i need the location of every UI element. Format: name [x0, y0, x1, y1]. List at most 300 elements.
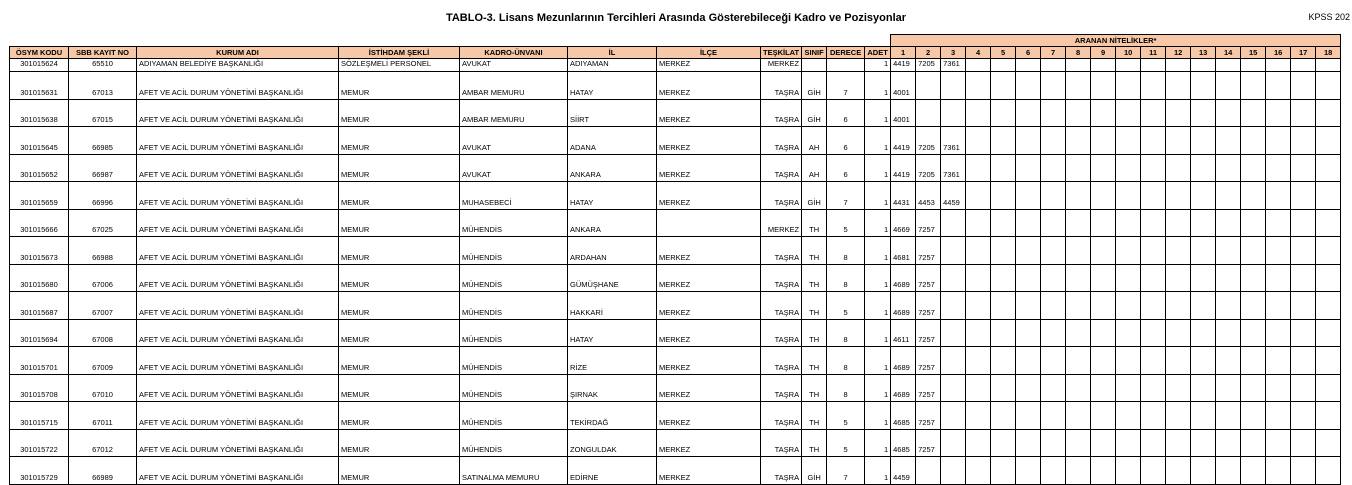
cell-qualification: [1291, 457, 1316, 485]
cell-istihdam: MEMUR: [339, 209, 460, 237]
cell-kadro: AVUKAT: [460, 154, 568, 182]
cell-kadro: MÜHENDİS: [460, 292, 568, 320]
cell-qualification: [1266, 237, 1291, 265]
cell-adet: 1: [865, 457, 891, 485]
table-row: [10, 374, 1341, 402]
cell-osym: 301015652: [10, 154, 69, 182]
cell-qualification: [1216, 402, 1241, 430]
cell-qualification: [1316, 127, 1341, 155]
cell-qualification: [1266, 127, 1291, 155]
cell-sinif: TH: [802, 209, 827, 237]
cell-qualification: [1316, 374, 1341, 402]
cell-qualification: [1066, 72, 1091, 100]
cell-qualification: [1091, 209, 1116, 237]
cell-qualification: [1316, 182, 1341, 210]
cell-qualification: 7257: [916, 347, 941, 375]
cell-qualification: [1091, 292, 1116, 320]
cell-kurum: AFET VE ACİL DURUM YÖNETİMİ BAŞKANLIĞI: [137, 99, 339, 127]
cell-qualification: [1216, 374, 1241, 402]
table-row: [10, 59, 1341, 72]
cell-derece: 7: [827, 182, 865, 210]
cell-qualification: [1016, 402, 1041, 430]
cell-osym: 301015701: [10, 347, 69, 375]
cell-qualification: [991, 374, 1016, 402]
column-header: DERECE: [827, 47, 865, 59]
cell-adet: 1: [865, 429, 891, 457]
cell-qualification: [1216, 182, 1241, 210]
cell-qualification: [1091, 429, 1116, 457]
cell-qualification: [941, 374, 966, 402]
cell-qualification: [1266, 374, 1291, 402]
cell-ilce: MERKEZ: [657, 127, 761, 155]
cell-qualification: [1041, 292, 1066, 320]
column-header: İL: [568, 47, 657, 59]
cell-qualification: [1241, 374, 1266, 402]
cell-qualification: [1191, 374, 1216, 402]
cell-qualification: 7361: [941, 154, 966, 182]
cell-qualification: [1066, 429, 1091, 457]
cell-teskilat: TAŞRA: [761, 347, 802, 375]
cell-il: GÜMÜŞHANE: [568, 264, 657, 292]
cell-qualification: [1216, 347, 1241, 375]
cell-kurum: AFET VE ACİL DURUM YÖNETİMİ BAŞKANLIĞI: [137, 457, 339, 485]
cell-qualification: [1041, 319, 1066, 347]
cell-sbb: 67006: [69, 264, 137, 292]
cell-qualification: [1241, 99, 1266, 127]
cell-qualification: [941, 209, 966, 237]
cell-qualification: [1016, 264, 1041, 292]
qual-column-header: 15: [1241, 47, 1266, 59]
cell-qualification: [1141, 429, 1166, 457]
cell-kadro: MÜHENDİS: [460, 264, 568, 292]
cell-qualification: [1266, 429, 1291, 457]
cell-qualification: 4685: [891, 429, 916, 457]
cell-derece: 6: [827, 99, 865, 127]
cell-qualification: [1166, 429, 1191, 457]
cell-qualification: [1141, 264, 1166, 292]
cell-teskilat: MERKEZ: [761, 209, 802, 237]
cell-qualification: [1116, 264, 1141, 292]
cell-qualification: [1191, 99, 1216, 127]
cell-qualification: [941, 402, 966, 430]
cell-qualification: [1091, 127, 1116, 155]
cell-qualification: [1216, 209, 1241, 237]
cell-osym: 301015673: [10, 237, 69, 265]
table-row: [10, 402, 1341, 430]
cell-qualification: [1091, 319, 1116, 347]
cell-qualification: [1291, 347, 1316, 375]
cell-teskilat: TAŞRA: [761, 402, 802, 430]
cell-adet: 1: [865, 264, 891, 292]
cell-qualification: [1116, 457, 1141, 485]
cell-kadro: MÜHENDİS: [460, 374, 568, 402]
cell-sinif: TH: [802, 347, 827, 375]
cell-qualification: 4459: [941, 182, 966, 210]
cell-kurum: AFET VE ACİL DURUM YÖNETİMİ BAŞKANLIĞI: [137, 319, 339, 347]
cell-qualification: [1241, 402, 1266, 430]
cell-kadro: AVUKAT: [460, 127, 568, 155]
cell-qualification: 4689: [891, 264, 916, 292]
cell-il: ANKARA: [568, 154, 657, 182]
cell-qualification: [1316, 99, 1341, 127]
cell-qualification: [1266, 457, 1291, 485]
cell-qualification: 7257: [916, 402, 941, 430]
cell-qualification: [1241, 319, 1266, 347]
cell-qualification: [1016, 457, 1041, 485]
cell-ilce: MERKEZ: [657, 59, 761, 72]
table-row: [10, 292, 1341, 320]
cell-kadro: MUHASEBECİ: [460, 182, 568, 210]
cell-sbb: 67012: [69, 429, 137, 457]
column-header: SBB KAYIT NO: [69, 47, 137, 59]
cell-ilce: MERKEZ: [657, 154, 761, 182]
cell-kurum: AFET VE ACİL DURUM YÖNETİMİ BAŞKANLIĞI: [137, 182, 339, 210]
cell-qualification: [1091, 154, 1116, 182]
cell-qualification: [1316, 72, 1341, 100]
cell-qualification: [1091, 59, 1116, 72]
cell-qualification: [966, 429, 991, 457]
cell-osym: 301015715: [10, 402, 69, 430]
cell-kadro: MÜHENDİS: [460, 347, 568, 375]
table-row: [10, 127, 1341, 155]
cell-il: HATAY: [568, 72, 657, 100]
table-row: [10, 429, 1341, 457]
cell-istihdam: MEMUR: [339, 237, 460, 265]
cell-qualification: [1166, 72, 1191, 100]
cell-qualification: [1141, 457, 1166, 485]
cell-derece: 7: [827, 72, 865, 100]
cell-qualification: [1166, 264, 1191, 292]
cell-qualification: [1141, 127, 1166, 155]
cell-qualification: [1191, 154, 1216, 182]
cell-qualification: [941, 99, 966, 127]
cell-adet: 1: [865, 347, 891, 375]
cell-qualification: [991, 127, 1016, 155]
cell-ilce: MERKEZ: [657, 347, 761, 375]
cell-qualification: [1091, 237, 1116, 265]
cell-adet: 1: [865, 374, 891, 402]
cell-qualification: [1216, 127, 1241, 155]
cell-sinif: GİH: [802, 99, 827, 127]
cell-kurum: AFET VE ACİL DURUM YÖNETİMİ BAŞKANLIĞI: [137, 72, 339, 100]
cell-istihdam: MEMUR: [339, 374, 460, 402]
cell-qualification: [1216, 154, 1241, 182]
cell-qualification: [1291, 319, 1316, 347]
cell-teskilat: TAŞRA: [761, 292, 802, 320]
cell-sinif: TH: [802, 429, 827, 457]
cell-ilce: MERKEZ: [657, 402, 761, 430]
cell-qualification: [1266, 347, 1291, 375]
cell-qualification: 7361: [941, 127, 966, 155]
qual-column-header: 16: [1266, 47, 1291, 59]
cell-qualification: [1291, 99, 1316, 127]
cell-qualification: [916, 457, 941, 485]
cell-sinif: [802, 59, 827, 72]
page-title: TABLO-3. Lisans Mezunlarının Tercihleri Arasında Gösterebileceği Kadro ve Pozisyonlar: [445, 12, 907, 24]
cell-kurum: AFET VE ACİL DURUM YÖNETİMİ BAŞKANLIĞI: [137, 127, 339, 155]
cell-sbb: 66989: [69, 457, 137, 485]
cell-qualification: [1066, 402, 1091, 430]
qual-column-header: 4: [966, 47, 991, 59]
cell-qualification: [1241, 237, 1266, 265]
table-row: [10, 237, 1341, 265]
cell-qualification: [1291, 292, 1316, 320]
cell-qualification: [1316, 402, 1341, 430]
cell-qualification: [1041, 127, 1066, 155]
cell-qualification: [1116, 154, 1141, 182]
cell-adet: 1: [865, 127, 891, 155]
cell-adet: 1: [865, 402, 891, 430]
qual-column-header: 14: [1216, 47, 1241, 59]
cell-qualification: [1141, 402, 1166, 430]
cell-adet: 1: [865, 59, 891, 72]
cell-qualification: [1016, 319, 1041, 347]
cell-teskilat: TAŞRA: [761, 264, 802, 292]
cell-qualification: [966, 264, 991, 292]
cell-il: ANKARA: [568, 209, 657, 237]
cell-qualification: 7205: [916, 127, 941, 155]
cell-kurum: AFET VE ACİL DURUM YÖNETİMİ BAŞKANLIĞI: [137, 154, 339, 182]
cell-ilce: [657, 209, 761, 237]
cell-qualification: [991, 402, 1016, 430]
cell-derece: 8: [827, 264, 865, 292]
cell-adet: 1: [865, 99, 891, 127]
cell-qualification: [1141, 59, 1166, 72]
cell-sbb: 65510: [69, 59, 137, 72]
cell-qualification: [941, 319, 966, 347]
cell-qualification: [941, 457, 966, 485]
cell-qualification: [1266, 99, 1291, 127]
cell-qualification: [1066, 182, 1091, 210]
cell-qualification: [1041, 457, 1066, 485]
cell-qualification: [966, 154, 991, 182]
cell-derece: 8: [827, 237, 865, 265]
cell-qualification: [1091, 457, 1116, 485]
cell-qualification: [1216, 59, 1241, 72]
column-header: ADET: [865, 47, 891, 59]
column-header: KURUM ADI: [137, 47, 339, 59]
cell-qualification: [1191, 72, 1216, 100]
cell-qualification: [1166, 319, 1191, 347]
cell-kadro: AMBAR MEMURU: [460, 99, 568, 127]
cell-qualification: [1116, 59, 1141, 72]
qual-column-header: 11: [1141, 47, 1166, 59]
qual-column-header: 17: [1291, 47, 1316, 59]
cell-qualification: [1166, 347, 1191, 375]
cell-qualification: [1241, 429, 1266, 457]
cell-qualification: [966, 182, 991, 210]
cell-qualification: [1266, 72, 1291, 100]
cell-adet: 1: [865, 319, 891, 347]
cell-qualification: [991, 347, 1016, 375]
cell-kadro: MÜHENDİS: [460, 429, 568, 457]
cell-istihdam: MEMUR: [339, 429, 460, 457]
cell-sbb: 66996: [69, 182, 137, 210]
cell-qualification: [1116, 347, 1141, 375]
cell-qualification: [991, 59, 1016, 72]
cell-kadro: SATINALMA MEMURU: [460, 457, 568, 485]
cell-qualification: [1191, 347, 1216, 375]
cell-kurum: AFET VE ACİL DURUM YÖNETİMİ BAŞKANLIĞI: [137, 264, 339, 292]
cell-qualification: [1316, 209, 1341, 237]
cell-istihdam: SÖZLEŞMELİ PERSONEL: [339, 59, 460, 72]
cell-kadro: AMBAR MEMURU: [460, 72, 568, 100]
qual-column-header: 1: [891, 47, 916, 59]
cell-kadro: MÜHENDİS: [460, 237, 568, 265]
cell-qualification: [1166, 127, 1191, 155]
cell-qualification: [991, 264, 1016, 292]
cell-sbb: 67010: [69, 374, 137, 402]
cell-qualification: [1216, 319, 1241, 347]
qual-column-header: 18: [1316, 47, 1341, 59]
cell-qualification: [1016, 209, 1041, 237]
cell-il: SİİRT: [568, 99, 657, 127]
cell-adet: 1: [865, 292, 891, 320]
cell-qualification: [1041, 429, 1066, 457]
cell-qualification: [1241, 347, 1266, 375]
cell-qualification: 4453: [916, 182, 941, 210]
cell-qualification: [1316, 154, 1341, 182]
cell-derece: [827, 59, 865, 72]
cell-qualification: [1066, 374, 1091, 402]
cell-qualification: [1216, 429, 1241, 457]
cell-sbb: 67008: [69, 319, 137, 347]
cell-osym: 301015729: [10, 457, 69, 485]
cell-qualification: [1066, 457, 1091, 485]
cell-qualification: [966, 99, 991, 127]
cell-qualification: [1291, 429, 1316, 457]
group-header: ARANAN NİTELİKLER*: [891, 35, 1341, 47]
cell-qualification: [1266, 59, 1291, 72]
cell-qualification: [1316, 292, 1341, 320]
cell-qualification: [1191, 319, 1216, 347]
cell-qualification: [1291, 127, 1316, 155]
cell-qualification: [1291, 237, 1316, 265]
table-row: [10, 72, 1341, 100]
cell-qualification: [991, 237, 1016, 265]
cell-qualification: [1191, 59, 1216, 72]
cell-qualification: 4689: [891, 374, 916, 402]
cell-derece: 5: [827, 429, 865, 457]
column-header: İLÇE: [657, 47, 761, 59]
cell-qualification: [1141, 319, 1166, 347]
table-row: [10, 319, 1341, 347]
column-header: KADRO-ÜNVANI: [460, 47, 568, 59]
cell-qualification: [1216, 237, 1241, 265]
cell-qualification: [991, 99, 1016, 127]
qual-column-header: 10: [1116, 47, 1141, 59]
cell-derece: 7: [827, 457, 865, 485]
cell-teskilat: TAŞRA: [761, 154, 802, 182]
cell-qualification: [966, 402, 991, 430]
cell-qualification: [1066, 319, 1091, 347]
cell-qualification: [1241, 59, 1266, 72]
cell-qualification: [1241, 264, 1266, 292]
cell-kurum: AFET VE ACİL DURUM YÖNETİMİ BAŞKANLIĞI: [137, 292, 339, 320]
cell-osym: 301015659: [10, 182, 69, 210]
cell-qualification: [1166, 237, 1191, 265]
cell-qualification: [1191, 237, 1216, 265]
qual-column-header: 9: [1091, 47, 1116, 59]
cell-qualification: [1091, 264, 1116, 292]
cell-qualification: [1191, 209, 1216, 237]
cell-qualification: [1266, 154, 1291, 182]
cell-qualification: [1141, 237, 1166, 265]
cell-sinif: GİH: [802, 457, 827, 485]
cell-qualification: [1166, 182, 1191, 210]
cell-qualification: [1016, 374, 1041, 402]
cell-kadro: MÜHENDİS: [460, 209, 568, 237]
cell-qualification: [1066, 154, 1091, 182]
cell-istihdam: MEMUR: [339, 182, 460, 210]
cell-qualification: [1291, 264, 1316, 292]
cell-qualification: [1091, 182, 1116, 210]
cell-qualification: [1016, 292, 1041, 320]
cell-qualification: [1141, 154, 1166, 182]
cell-sinif: GİH: [802, 72, 827, 100]
qual-column-header: 8: [1066, 47, 1091, 59]
cell-qualification: [941, 429, 966, 457]
cell-kadro: MÜHENDİS: [460, 402, 568, 430]
cell-qualification: [1116, 99, 1141, 127]
cell-derece: 5: [827, 209, 865, 237]
cell-qualification: 4001: [891, 99, 916, 127]
cell-ilce: MERKEZ: [657, 429, 761, 457]
cell-qualification: [1091, 347, 1116, 375]
cell-qualification: 4419: [891, 59, 916, 72]
cell-qualification: [1116, 72, 1141, 100]
cell-qualification: [1216, 72, 1241, 100]
cell-teskilat: MERKEZ: [761, 59, 802, 72]
cell-qualification: [1116, 182, 1141, 210]
cell-qualification: [1066, 264, 1091, 292]
cell-qualification: 7257: [916, 292, 941, 320]
cell-adet: 1: [865, 237, 891, 265]
cell-istihdam: MEMUR: [339, 72, 460, 100]
cell-il: HATAY: [568, 319, 657, 347]
cell-qualification: 7257: [916, 429, 941, 457]
cell-qualification: [966, 209, 991, 237]
cell-qualification: [991, 72, 1016, 100]
cell-qualification: [1291, 209, 1316, 237]
cell-qualification: [1316, 347, 1341, 375]
cell-qualification: 4689: [891, 292, 916, 320]
cell-il: RİZE: [568, 347, 657, 375]
cell-adet: 1: [865, 182, 891, 210]
cell-osym: 301015708: [10, 374, 69, 402]
cell-qualification: [1216, 99, 1241, 127]
cell-qualification: [1116, 209, 1141, 237]
cell-osym: 301015680: [10, 264, 69, 292]
cell-qualification: [941, 292, 966, 320]
cell-qualification: 4689: [891, 347, 916, 375]
cell-qualification: 4685: [891, 402, 916, 430]
cell-osym: 301015722: [10, 429, 69, 457]
cell-qualification: [1041, 182, 1066, 210]
cell-qualification: [1166, 99, 1191, 127]
cell-il: TEKİRDAĞ: [568, 402, 657, 430]
cell-sbb: 67007: [69, 292, 137, 320]
cell-qualification: [1066, 209, 1091, 237]
cell-qualification: [1166, 374, 1191, 402]
cell-il: ŞIRNAK: [568, 374, 657, 402]
cell-qualification: [1191, 127, 1216, 155]
cell-sinif: TH: [802, 292, 827, 320]
cell-derece: 8: [827, 347, 865, 375]
cell-sinif: AH: [802, 154, 827, 182]
cell-qualification: [1091, 72, 1116, 100]
cell-qualification: [966, 127, 991, 155]
